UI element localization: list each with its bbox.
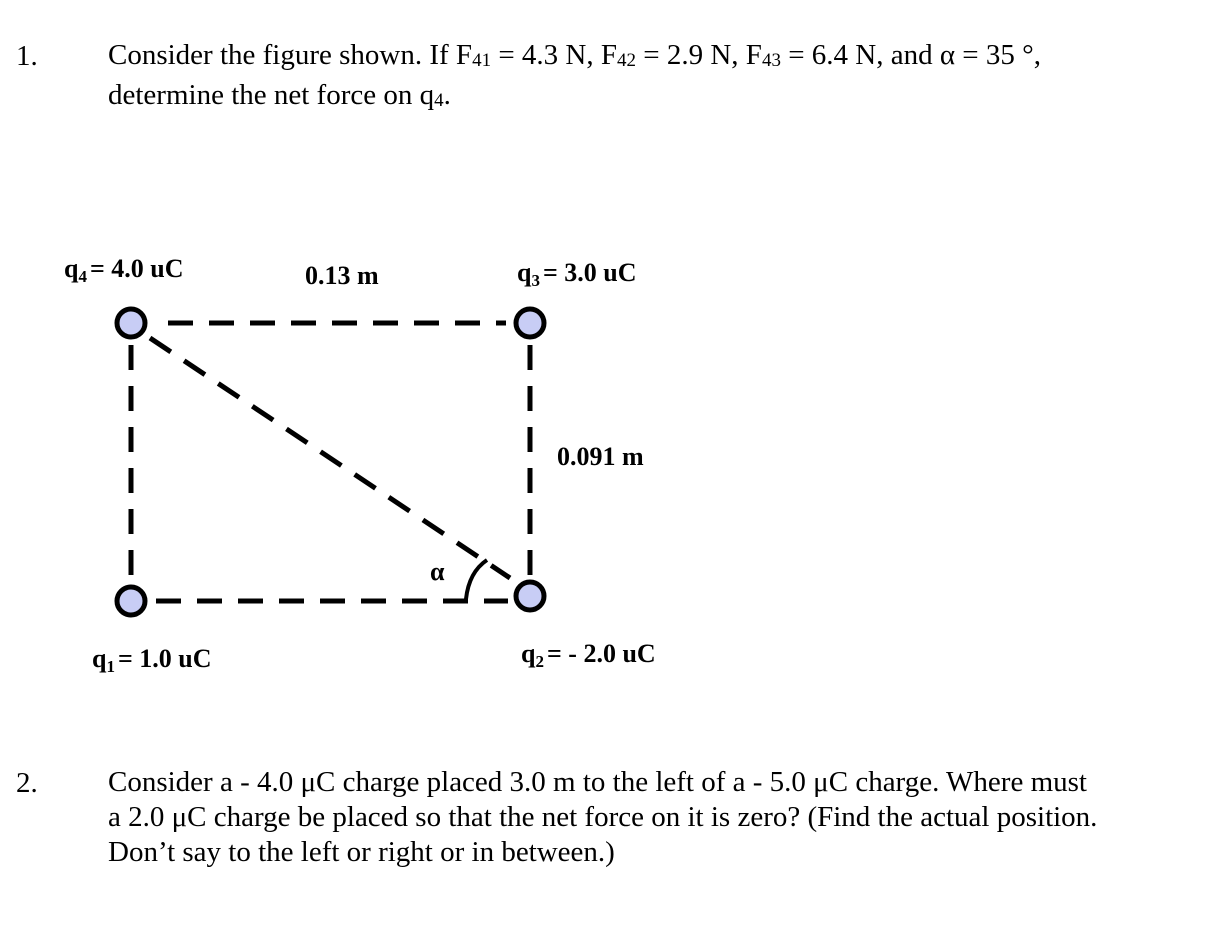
question-2-number: 2. [16,767,38,799]
subscript-text: 4 [434,90,444,111]
charges [117,309,544,615]
text-run: = 4.3 N, F [491,39,617,71]
question-2-line [108,800,1097,835]
label-q3: q3 = 3.0 uC [517,258,637,290]
question-2-line [108,835,1097,870]
diagonal-dash [150,338,510,578]
subscript-text: 41 [472,50,492,71]
label-alpha: α [430,557,445,586]
text-run: = 6.4 N, and α = 35 °, [780,39,1042,71]
charge-q1-marker [117,587,145,615]
text-run: . [443,79,451,111]
label-height: 0.091 m [557,442,644,471]
text-run: Consider the figure shown. If F [108,39,473,71]
question-2-line [108,765,1097,800]
text-run: = 2.9 N, F [636,39,762,71]
angle-arc [466,560,487,599]
subscript-text: 43 [761,50,781,71]
charge-q4-marker [117,309,145,337]
charge-q2-marker [516,582,544,610]
label-width: 0.13 m [305,261,379,290]
charge-q3-marker [516,309,544,337]
text-run: a 2.0 μC charge be placed so that the net force on it is zero? (Find the actual position. [108,801,1098,833]
label-q4: q4 = 4.0 uC [64,254,184,286]
text-run: Don’t say to the left or right or in between.) [108,836,615,868]
question-2-text [108,765,1097,870]
text-run: Consider a - 4.0 μC charge placed 3.0 m to the left of a - 5.0 μC charge. Where must [108,766,1087,798]
label-q1: q1 = 1.0 uC [92,644,212,676]
subscript-text: 42 [617,50,636,71]
text-run: determine the net force on q [108,79,435,111]
label-q2: q2 = - 2.0 uC [521,639,656,671]
question-1-number: 1. [16,40,38,72]
rectangle-dashed-sides [131,323,530,601]
